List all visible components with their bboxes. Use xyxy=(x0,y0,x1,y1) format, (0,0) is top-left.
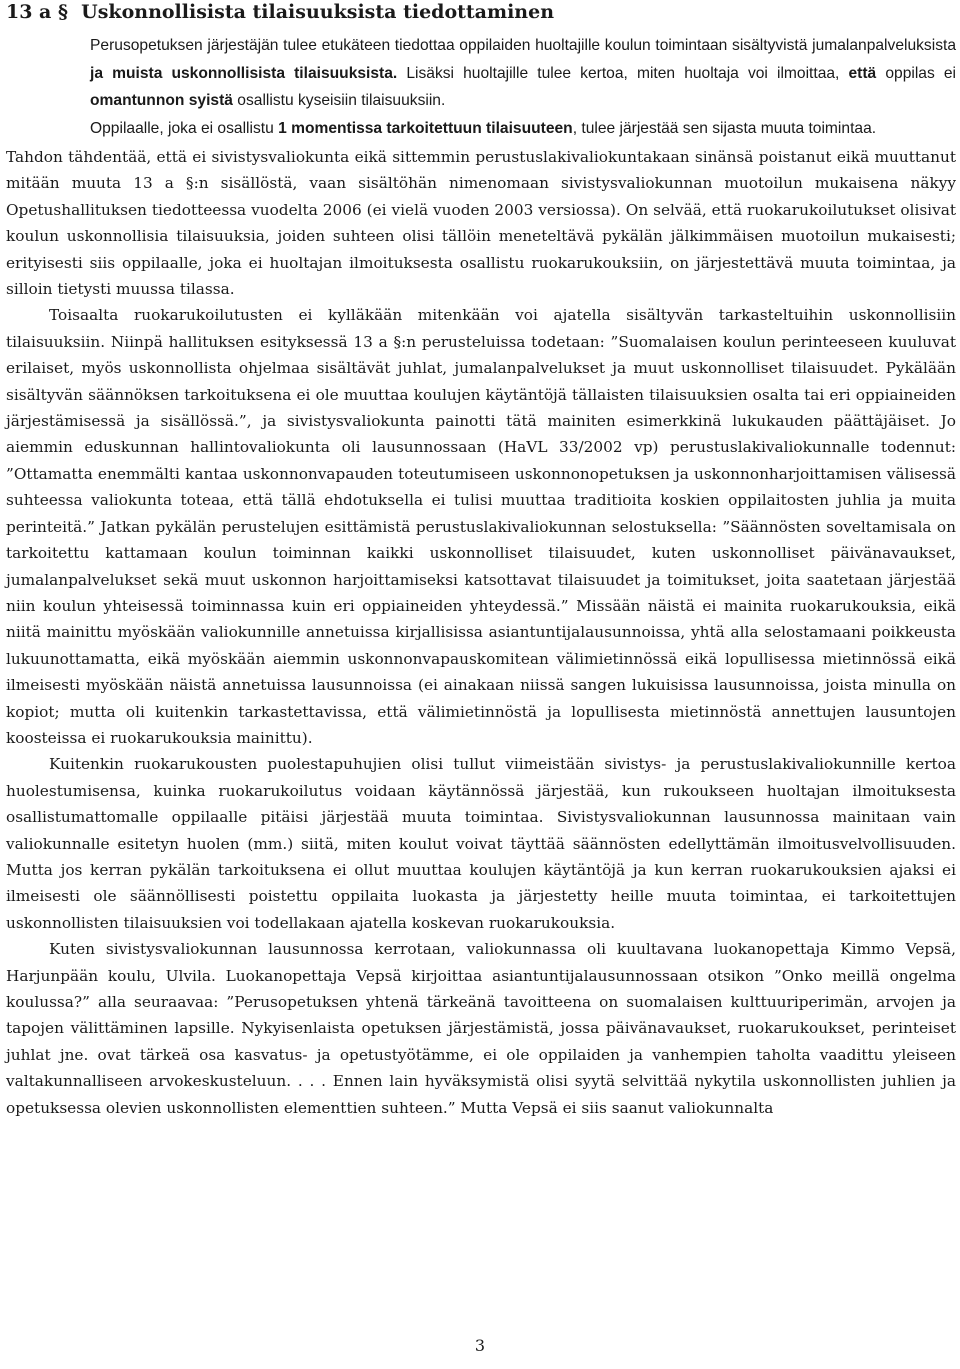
quote-text-6: osallistu kyseisiin tilaisuuksiin. xyxy=(232,92,446,109)
body-paragraph-2: Toisaalta ruokarukoilutusten ei kylläkään mitenkään voi ajatella sisältyvän tarkasteltuihin uskonnollisiin tilaisuuksiin. Niinpä hallituksen esityksessä 13 a §:n perusteluissa todetaan: ”Suomalaisen koulun perinteeseen kuuluvat erilaiset, myös uskonnollista ohjelmaa sisältävät juhlat, jumalanpalvelukset ja muut uskonnolliset tilaisuudet. Pykälään sisältyvän säännöksen tarkoituksena ei ole muuttaa koulujen käytäntöjä tällaisten tilaisuuksien osalta tai eri oppiaineiden järjestämisessä ja sisällössä.”, ja sivistysvaliokunta painotti tätä mainiten esimerkkinä lukukauden päättäjäiset. Jo aiemmin eduskunnan hallintovaliokunta oli lausunnossaan (HaVL 33/2002 vp) perustuslakivaliokunnalle todennut: ”Ottamatta enemmälti kantaa uskonnonvapauden toteutumiseen uskonnonopetuksen ja uskonnonharjoittamisen välisessä suhteessa valiokunta toteaa, että tällä ehdotuksella ei tulisi muuttaa traditioita koskien oppilaitosten juhlia ja muita perinteitä.” Jatkan pykälän perustelujen esittämistä perustuslakivaliokunnan selostuksella: ”Säännösten soveltamisala on tarkoitettu kattamaan koulun toiminnan kaikki uskonnolliset tilaisuudet, kuten uskonnolliset päivänavaukset, jumalanpalvelukset sekä muut uskonnon harjoittamiseksi katsottavat tilaisuudet ja toimitukset, joita saatetaan järjestää niin koulun yhteisessä toiminnassa kuin eri oppiaineiden yhteydessä.” Missään näistä ei mainita ruokarukouksia, eikä niitä mainittu myöskään valiokunnille annetuissa kirjallisissa asiantuntijalausunnoissa, yhtä alla selostamaani poikkeusta lukuunottamatta, eikä myöskään aiemmin uskonnonvapauskomitean välimietinnössä eikä lopullisessa mietinnössä eikä ilmeisesti myöskään näistä annetuissa lausunnoissa (ei ainakaan niissä sangen lukuisissa lausunnoissa, joista minulla on kopiot; mutta oli kuitenkin tarkastettavissa, että välimietinnöstä ja lopullisesta mietinnöstä annettujen lausuntojen koosteissa ei ruokarukouksia mainittu). xyxy=(6,306,956,747)
body-paragraph-1: Tahdon tähdentää, että ei sivistysvaliokunta eikä sittemmin perustuslakivaliokuntakaan sinänsä poistanut eikä muuttanut mitään muuta 13 a §:n sisällöstä, vaan sisältöhän nimenomaan sivistysvaliokunnan muotoilun mukaisena näkyy Opetushallituksen tiedotteessa vuodelta 2006 (ei vielä vuoden 2003 versiossa). On selvää, että ruokarukoilutukset olisivat koulun uskonnollisia tilaisuuksia, joiden suhteen olisi tällöin meneteltävä pykälän jälkimmäisen muotoilun mukaisesti; erityisesti siis oppilaalle, joka ei huoltajan ilmoituksesta osallistu ruokarukouksiin, on järjestettävä muuta toimintaa, ja silloin tietysti muussa tilassa. xyxy=(6,148,956,299)
body-text xyxy=(6,144,956,1121)
quote-text-2: , tulee järjestää sen sijasta muuta toimintaa. xyxy=(572,119,877,137)
emphasis-text-5: omantunnon syistä xyxy=(90,92,233,109)
emphasis-text-3: että xyxy=(848,64,877,82)
quote-text-2: Lisäksi huoltajille tulee kertoa, miten huoltaja voi ilmoittaa, xyxy=(397,64,849,82)
quote-paragraph-2 xyxy=(90,115,956,143)
quote-text-0: Oppilaalle, joka ei osallistu xyxy=(90,119,279,137)
section-title: Uskonnollisista tilaisuuksista tiedottaminen xyxy=(81,1,555,23)
section-number: 13 a § xyxy=(6,1,68,23)
document-page xyxy=(6,0,956,1121)
quote-text-4: oppilas ei xyxy=(876,64,957,82)
law-quote xyxy=(90,32,956,142)
emphasis-text-1: 1 momentissa tarkoitettuun tilaisuuteen xyxy=(278,119,573,137)
body-paragraph-3: Kuitenkin ruokarukousten puolestapuhujien olisi tullut viimeistään sivistys- ja perustuslakivaliokunnille kertoa huolestumisensa, kuinka ruokarukoilutus voidaan käytännössä järjestää, kun rukoukseen huoltajan ilmoituksesta osallistumattomalle oppilaalle pitäisi järjestää muuta toimintaa. Sivistysvaliokunnan lausunnossa mainitaan vain valiokunnalle esitetyn huolen (mm.) siitä, miten koulut voivat täyttää säännösten edellyttämän ilmoitusvelvollisuuden. Mutta jos kerran pykälän tarkoituksena ei ollut muuttaa koulujen käytäntöjä ja kun kerran ruokarukouksien ajaksi ei ilmeisesti ole säännöllisesti poistettu oppilaita luokasta ja järjestetty heille muuta toimintaa, ei tarkoitettujen uskonnollisten tilaisuuksien voi todellakaan ajatella koskevan ruokarukouksia. xyxy=(6,755,956,932)
quote-paragraph-1 xyxy=(90,32,956,115)
body-paragraph-4: Kuten sivistysvaliokunnan lausunnossa kerrotaan, valiokunnassa oli kuultavana luokanopettaja Kimmo Vepsä, Harjunpään koulu, Ulvila. Luokanopettaja Vepsä kirjoittaa asiantuntijalausunnossaan otsikon ”Onko meillä ongelma koulussa?” alla seuraavaa: ”Perusopetuksen yhtenä tärkeänä tavoitteena on suomalaisen kulttuuriperimän, arvojen ja tapojen välittäminen lapsille. Nykyisenlaista opetuksen järjestämistä, jossa päivänavaukset, ruokarukoukset, perinteiset juhlat jne. ovat tärkeä osa kasvatus- ja opetustyötämme, ei ole oppilaiden ja vanhempien taholta vaadittu yleiseen valtakunnalliseen arvokeskusteluun. . . . Ennen lain hyväksymistä olisi syytä selvittää nykytila uskonnollisten juhlien ja opetuksessa olevien uskonnollisten elementtien suhteen.” Mutta Vepsä ei siis saanut valiokunnalta xyxy=(6,940,956,1117)
emphasis-text-1: ja muista uskonnollisista tilaisuuksista. xyxy=(90,64,398,82)
quote-text-0: Perusopetuksen järjestäjän tulee etukäteen tiedottaa oppilaiden huoltajille koulun toimintaan sisältyvistä jumalanpalveluksista xyxy=(90,37,956,54)
section-heading xyxy=(6,0,956,24)
page-number: 3 xyxy=(474,1336,486,1355)
